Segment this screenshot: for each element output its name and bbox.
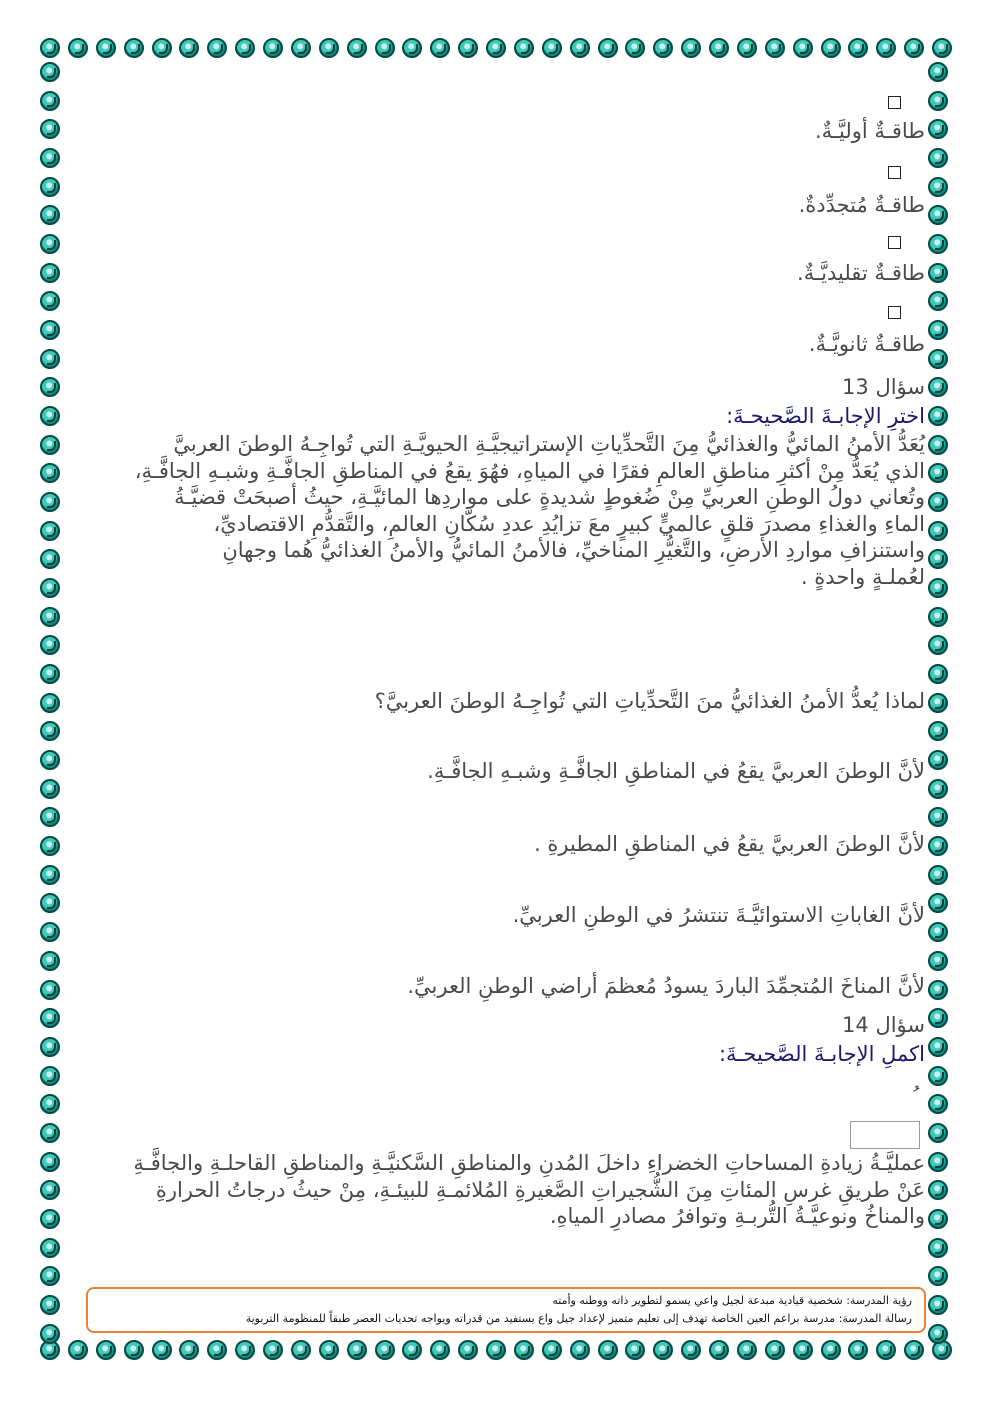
question-instruction: اكملِ الإجابـةَ الصَّحيحـةَ:: [718, 1042, 925, 1066]
globe-ornament-icon: [709, 38, 729, 58]
border-top: [40, 38, 952, 62]
answer-option[interactable]: لأنَّ الغاباتِ الاستوائيَّـةَ تنتشرُ في الوطنِ العربيِّ.: [512, 903, 925, 927]
option-text: طاقـةٌ تقليديَّـةٌ.: [797, 261, 925, 285]
globe-ornament-icon: [40, 664, 60, 684]
globe-ornament-icon: [40, 291, 60, 311]
globe-ornament-icon: [928, 492, 948, 512]
school-vision: رؤية المدرسة: شخصية قيادية مبدعة لجيل واعي يسمو لتطوير ذاته ووطنه وأمته: [552, 1294, 912, 1307]
globe-ornament-icon: [263, 38, 283, 58]
globe-ornament-icon: [40, 836, 60, 856]
school-mission: رسالة المدرسة: مدرسة براعم العين الخاصة تهدف إلى تعليم متميز لإعداد جيل واع يستفيد من قدراته ويواجه تحديات العصر طبقاً للمنظومة التربوية: [245, 1312, 912, 1325]
globe-ornament-icon: [625, 1340, 645, 1360]
globe-ornament-icon: [40, 865, 60, 885]
globe-ornament-icon: [928, 1037, 948, 1057]
globe-ornament-icon: [928, 1266, 948, 1286]
globe-ornament-icon: [514, 1340, 534, 1360]
globe-ornament-icon: [40, 922, 60, 942]
passage-line: عَنْ طريقِ غرسِ المئاتِ مِنَ الشُّجيراتِ الصَّغيرةِ المُلائمـةِ للبيئـةِ، مِنْ حيثُ درجاتُ الحرارةِ: [155, 1177, 925, 1202]
globe-ornament-icon: [928, 1123, 948, 1143]
globe-ornament-icon: [848, 1340, 868, 1360]
border-left: [40, 62, 64, 1344]
globe-ornament-icon: [40, 549, 60, 569]
globe-ornament-icon: [40, 234, 60, 254]
globe-ornament-icon: [40, 980, 60, 1000]
globe-ornament-icon: [765, 1340, 785, 1360]
globe-ornament-icon: [928, 693, 948, 713]
globe-ornament-icon: [235, 38, 255, 58]
answer-option[interactable]: لأنَّ الوطنَ العربيَّ يقعُ في المناطقِ المطيرةِ .: [534, 832, 925, 856]
globe-ornament-icon: [430, 38, 450, 58]
globe-ornament-icon: [207, 1340, 227, 1360]
globe-ornament-icon: [40, 693, 60, 713]
globe-ornament-icon: [928, 320, 948, 340]
globe-ornament-icon: [737, 1340, 757, 1360]
globe-ornament-icon: [40, 1152, 60, 1172]
globe-ornament-icon: [179, 1340, 199, 1360]
globe-ornament-icon: [40, 177, 60, 197]
globe-ornament-icon: [570, 38, 590, 58]
globe-ornament-icon: [40, 91, 60, 111]
passage-line: واستنزافِ مواردِ الأرضِ، والتَّغيُّرِ المناخيِّ، فالأمنُ المائيُّ والأمنُ الغذائيُّ هُما وجهانِ: [222, 538, 925, 563]
globe-ornament-icon: [40, 205, 60, 225]
globe-ornament-icon: [40, 406, 60, 426]
globe-ornament-icon: [40, 1209, 60, 1229]
globe-ornament-icon: [40, 721, 60, 741]
globe-ornament-icon: [928, 234, 948, 254]
option-text: طاقـةٌ مُتجدِّدةٌ.: [798, 193, 925, 217]
globe-ornament-icon: [928, 1209, 948, 1229]
globe-ornament-icon: [291, 1340, 311, 1360]
globe-ornament-icon: [876, 1340, 896, 1360]
checkbox-icon[interactable]: [888, 166, 901, 179]
globe-ornament-icon: [40, 1238, 60, 1258]
globe-ornament-icon: [928, 664, 948, 684]
globe-ornament-icon: [932, 38, 952, 58]
globe-ornament-icon: [681, 38, 701, 58]
globe-ornament-icon: [570, 1340, 590, 1360]
globe-ornament-icon: [928, 1238, 948, 1258]
globe-ornament-icon: [40, 1094, 60, 1114]
globe-ornament-icon: [40, 463, 60, 483]
school-footer: [86, 1287, 926, 1333]
question-title: سؤال 13: [842, 375, 925, 399]
globe-ornament-icon: [40, 1037, 60, 1057]
checkbox-icon[interactable]: [888, 306, 901, 319]
globe-ornament-icon: [542, 1340, 562, 1360]
globe-ornament-icon: [40, 779, 60, 799]
globe-ornament-icon: [928, 263, 948, 283]
globe-ornament-icon: [625, 38, 645, 58]
globe-ornament-icon: [928, 205, 948, 225]
globe-ornament-icon: [928, 62, 948, 82]
question-text: لماذا يُعدُّ الأمنُ الغذائيُّ منَ التَّحدِّياتِ التي تُواجِـهُ الوطنَ العربيَّ؟: [374, 689, 925, 713]
globe-ornament-icon: [152, 38, 172, 58]
globe-ornament-icon: [928, 865, 948, 885]
globe-ornament-icon: [40, 893, 60, 913]
globe-ornament-icon: [68, 1340, 88, 1360]
passage-line: والمناخُ ونوعيَّـةُ التُّربـةِ وتوافرُ مصادرِ المياهِ.: [549, 1204, 925, 1229]
globe-ornament-icon: [709, 1340, 729, 1360]
globe-ornament-icon: [928, 922, 948, 942]
globe-ornament-icon: [928, 1008, 948, 1028]
globe-ornament-icon: [928, 893, 948, 913]
globe-ornament-icon: [40, 435, 60, 455]
globe-ornament-icon: [876, 38, 896, 58]
answer-option[interactable]: لأنَّ الوطنَ العربيَّ يقعُ في المناطقِ الجافَّـةِ وشبـهِ الجافَّـةِ.: [427, 759, 925, 783]
globe-ornament-icon: [793, 1340, 813, 1360]
checkbox-icon[interactable]: [888, 236, 901, 249]
border-right: [928, 62, 952, 1344]
globe-ornament-icon: [40, 607, 60, 627]
globe-ornament-icon: [653, 38, 673, 58]
globe-ornament-icon: [928, 750, 948, 770]
globe-ornament-icon: [598, 38, 618, 58]
globe-ornament-icon: [765, 38, 785, 58]
option-text: طاقـةٌ ثانويَّـةٌ.: [808, 332, 925, 356]
globe-ornament-icon: [40, 62, 60, 82]
globe-ornament-icon: [40, 492, 60, 512]
globe-ornament-icon: [928, 980, 948, 1000]
globe-ornament-icon: [904, 1340, 924, 1360]
passage: [90, 431, 925, 591]
globe-ornament-icon: [821, 1340, 841, 1360]
globe-ornament-icon: [40, 320, 60, 340]
globe-ornament-icon: [928, 119, 948, 139]
globe-ornament-icon: [928, 1180, 948, 1200]
globe-ornament-icon: [928, 148, 948, 168]
globe-ornament-icon: [263, 1340, 283, 1360]
globe-ornament-icon: [40, 1180, 60, 1200]
globe-ornament-icon: [928, 578, 948, 598]
globe-ornament-icon: [821, 38, 841, 58]
globe-ornament-icon: [598, 1340, 618, 1360]
globe-ornament-icon: [542, 38, 562, 58]
globe-ornament-icon: [458, 38, 478, 58]
globe-ornament-icon: [319, 1340, 339, 1360]
globe-ornament-icon: [928, 435, 948, 455]
globe-ornament-icon: [928, 377, 948, 397]
globe-ornament-icon: [928, 177, 948, 197]
globe-ornament-icon: [375, 1340, 395, 1360]
passage-line: لعُملـةٍ واحدةٍ .: [800, 564, 925, 589]
passage-line: الماءِ والغذاءِ مصدرَ قلقٍ عالميٍّ كبيرٍ معَ تزايُدِ عددِ سُكَّانِ العالمِ، والتَّقدُّمِ الاقتصاديِّ،: [213, 511, 925, 536]
globe-ornament-icon: [928, 91, 948, 111]
globe-ornament-icon: [793, 38, 813, 58]
answer-option[interactable]: لأنَّ المناخَ المُتجمِّدَ الباردَ يسودُ مُعظمَ أراضي الوطنِ العربيِّ.: [407, 974, 925, 998]
passage: [90, 1150, 925, 1230]
globe-ornament-icon: [928, 406, 948, 426]
globe-ornament-icon: [124, 1340, 144, 1360]
globe-ornament-icon: [40, 1266, 60, 1286]
globe-ornament-icon: [179, 38, 199, 58]
globe-ornament-icon: [928, 836, 948, 856]
globe-ornament-icon: [319, 38, 339, 58]
globe-ornament-icon: [928, 291, 948, 311]
question-title: سؤال 14: [842, 1013, 925, 1037]
globe-ornament-icon: [124, 38, 144, 58]
globe-ornament-icon: [96, 38, 116, 58]
globe-ornament-icon: [928, 549, 948, 569]
globe-ornament-icon: [40, 750, 60, 770]
globe-ornament-icon: [928, 1066, 948, 1086]
globe-ornament-icon: [928, 1094, 948, 1114]
answer-blank-field[interactable]: [850, 1121, 920, 1149]
globe-ornament-icon: [291, 38, 311, 58]
globe-ornament-icon: [928, 951, 948, 971]
globe-ornament-icon: [96, 1340, 116, 1360]
question-instruction: اخترِ الإجابـةَ الصَّحيحـةَ:: [726, 404, 925, 428]
globe-ornament-icon: [40, 951, 60, 971]
globe-ornament-icon: [928, 1152, 948, 1172]
globe-ornament-icon: [40, 1008, 60, 1028]
globe-ornament-icon: [681, 1340, 701, 1360]
globe-ornament-icon: [514, 38, 534, 58]
passage-line: الذي يُعَدُّ مِنْ أكثرِ مناطقِ العالمِ فقرًا في المياهِ، فهُوَ يقعُ في المناطقِ الجافَّـةِ وشبـهِ الجافَّـةِ،: [134, 458, 925, 483]
globe-ornament-icon: [40, 377, 60, 397]
globe-ornament-icon: [152, 1340, 172, 1360]
globe-ornament-icon: [40, 635, 60, 655]
globe-ornament-icon: [458, 1340, 478, 1360]
globe-ornament-icon: [928, 349, 948, 369]
globe-ornament-icon: [40, 807, 60, 827]
globe-ornament-icon: [40, 1123, 60, 1143]
border-bottom: [40, 1340, 952, 1364]
globe-ornament-icon: [737, 38, 757, 58]
globe-ornament-icon: [40, 521, 60, 541]
globe-ornament-icon: [928, 1295, 948, 1315]
globe-ornament-icon: [40, 1066, 60, 1086]
globe-ornament-icon: [928, 521, 948, 541]
globe-ornament-icon: [928, 635, 948, 655]
passage-line: وتُعاني دولُ الوطنِ العربيِّ مِنْ ضُغوطٍ شديدةٍ على مواردِها المائيَّـةِ، حيثُ أصبحَتْ قضيَّـةُ: [174, 485, 925, 510]
globe-ornament-icon: [486, 1340, 506, 1360]
globe-ornament-icon: [928, 1324, 948, 1344]
globe-ornament-icon: [928, 721, 948, 741]
globe-ornament-icon: [653, 1340, 673, 1360]
globe-ornament-icon: [848, 38, 868, 58]
globe-ornament-icon: [235, 1340, 255, 1360]
globe-ornament-icon: [928, 807, 948, 827]
globe-ornament-icon: [347, 1340, 367, 1360]
globe-ornament-icon: [40, 38, 60, 58]
globe-ornament-icon: [486, 38, 506, 58]
globe-ornament-icon: [430, 1340, 450, 1360]
globe-ornament-icon: [68, 38, 88, 58]
globe-ornament-icon: [402, 1340, 422, 1360]
globe-ornament-icon: [402, 38, 422, 58]
globe-ornament-icon: [928, 463, 948, 483]
globe-ornament-icon: [375, 38, 395, 58]
globe-ornament-icon: [40, 349, 60, 369]
option-text: طاقـةٌ أوليَّـةٌ.: [814, 119, 925, 143]
passage-line: عمليَّـةُ زيادةِ المساحاتِ الخضراءِ داخلَ المُدنِ والمناطقِ السَّكنيَّـةِ والمناطقِ القاحلـةِ والجافَّـةِ: [133, 1151, 925, 1175]
globe-ornament-icon: [40, 263, 60, 283]
globe-ornament-icon: [928, 607, 948, 627]
globe-ornament-icon: [40, 148, 60, 168]
globe-ornament-icon: [40, 578, 60, 598]
globe-ornament-icon: [904, 38, 924, 58]
globe-ornament-icon: [928, 779, 948, 799]
globe-ornament-icon: [40, 119, 60, 139]
passage-line: يُعَدُّ الأمنُ المائيُّ والغذائيُّ مِنَ التَّحدِّياتِ الإستراتيجيَّـةِ الحيويَّـةِ التي تُواجِـهُ الوطنَ العربيَّ: [173, 432, 925, 456]
globe-ornament-icon: [207, 38, 227, 58]
checkbox-icon[interactable]: [888, 96, 901, 109]
globe-ornament-icon: [40, 1295, 60, 1315]
globe-ornament-icon: [347, 38, 367, 58]
globe-ornament-icon: [40, 1324, 60, 1344]
